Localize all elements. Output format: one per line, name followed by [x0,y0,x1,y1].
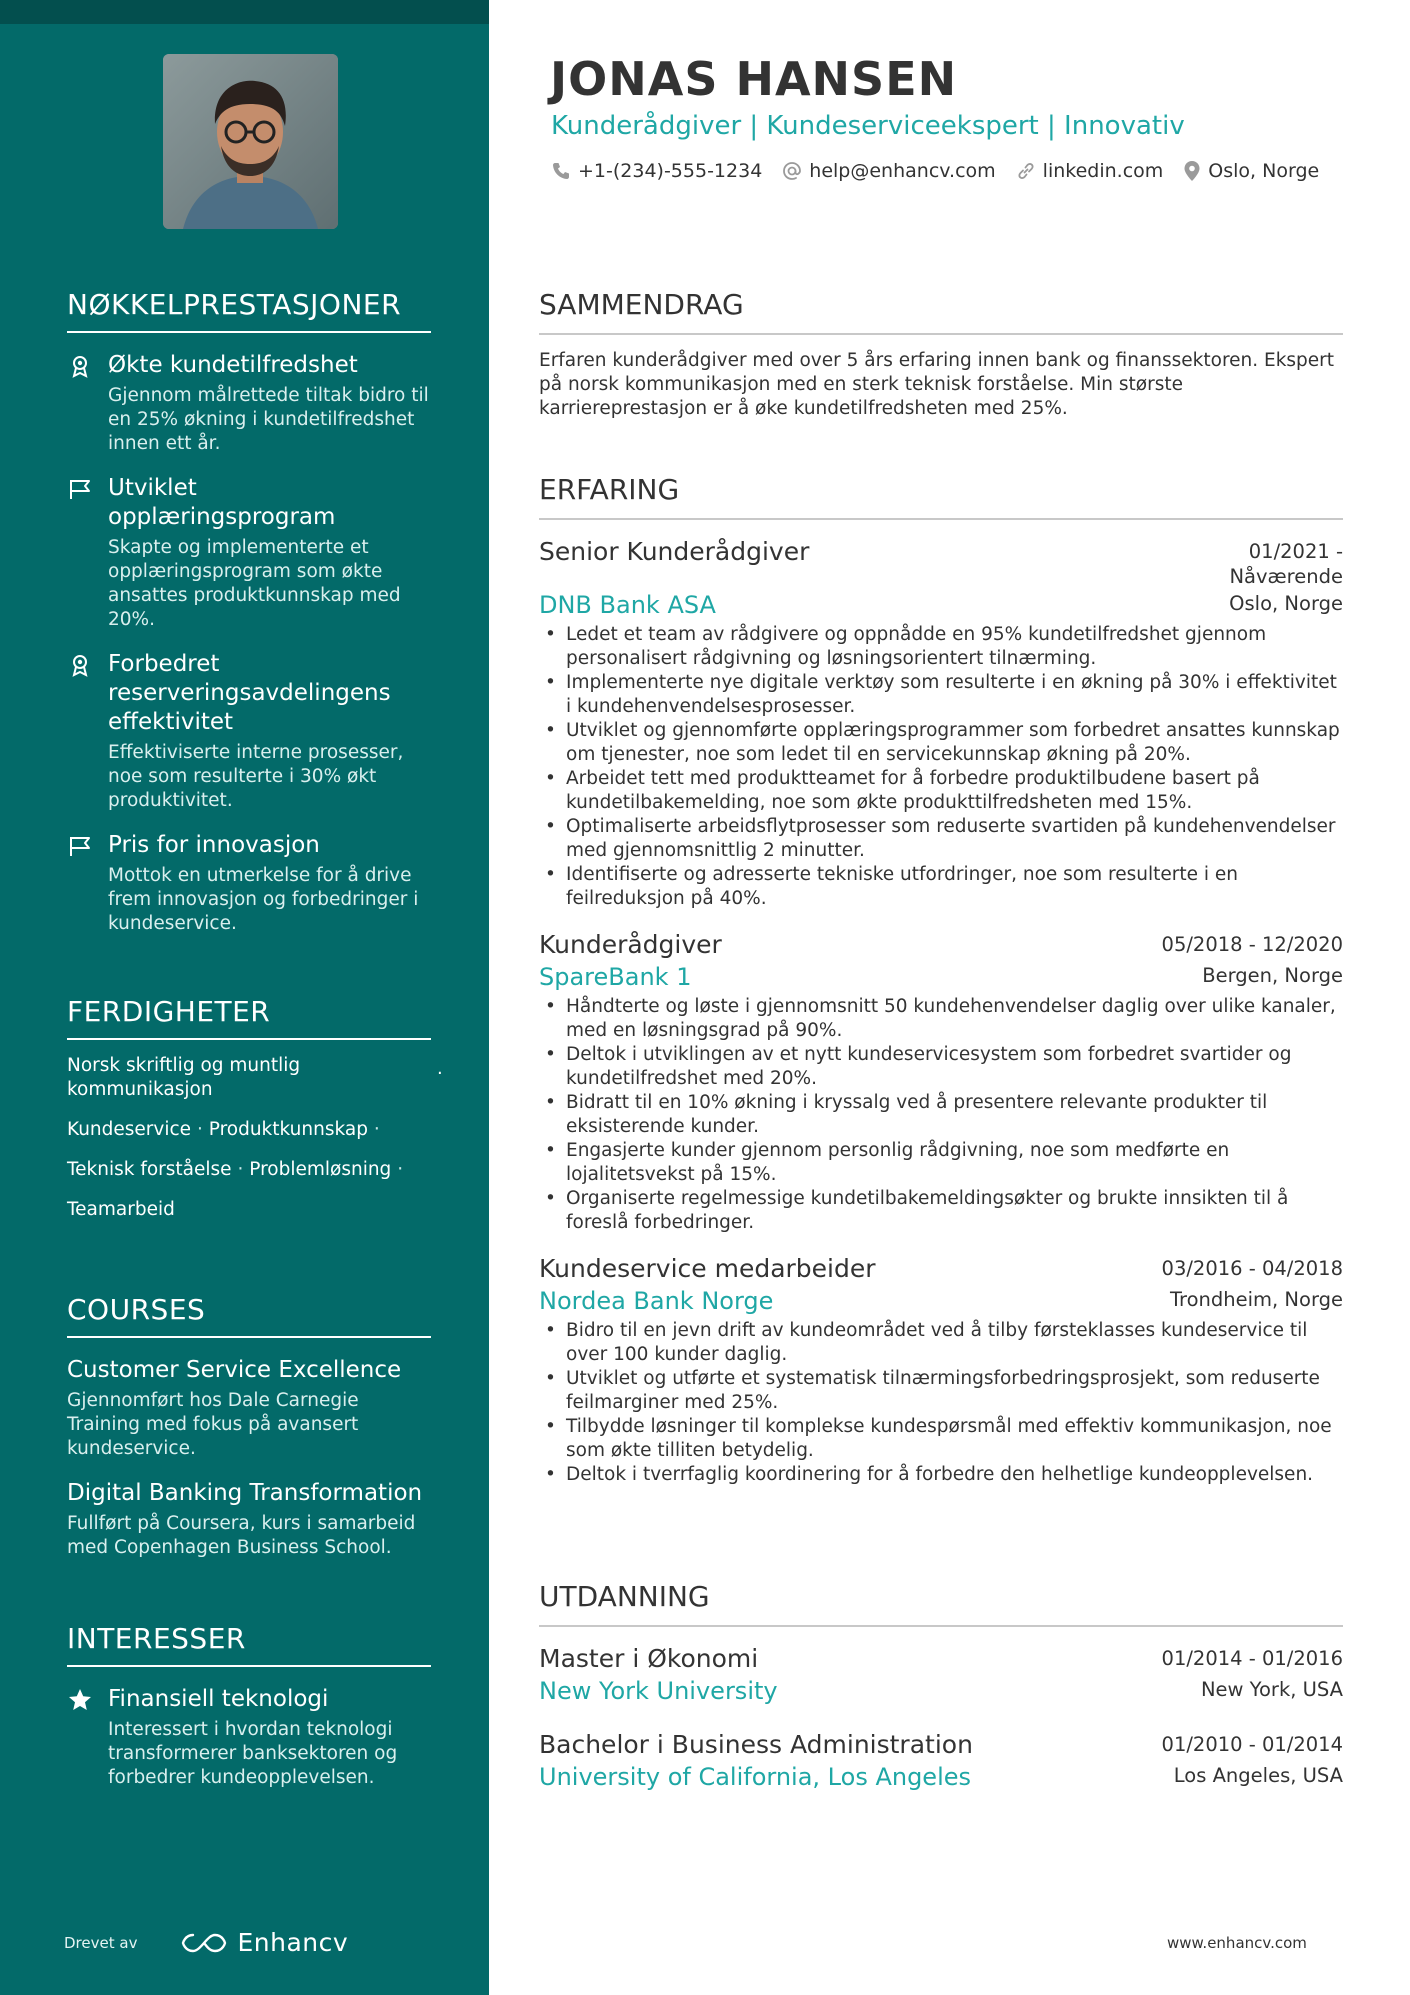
powered-by [64,1928,348,1957]
skill-separator: · [237,1159,244,1180]
job-bullet: • Utviklet og utførte et systematisk tilnærmingsforbedringsprosjekt, som reduserte feilmarginer med 25%. [539,1367,1343,1415]
job-bullet: • Tilbydde løsninger til komplekse kundespørsmål med effektiv kommunikasjon, noe som økte tilliten betydelig. [539,1415,1343,1463]
award-icon [67,353,93,379]
skill-separator: · [373,1119,380,1140]
course-title: Digital Banking Transformation [67,1480,423,1506]
website-link[interactable]: www.enhancv.com [1167,1934,1307,1952]
courses-title: COURSES [67,1293,431,1338]
candidate-headline: Kunderådgiver | Kundeserviceekspert | Innovativ [551,111,1185,141]
course-item [67,1479,431,1560]
contact-email[interactable] [782,160,995,182]
job-bullet: • Deltok i utviklingen av et nytt kundeservicesystem som forbedret svartider og kundetilfredshet med 20%. [539,1043,1343,1091]
achievement-desc: Gjennom målrettede tiltak bidro til en 25% økning i kundetilfredshet innen ett år. [108,385,429,454]
achievement-desc: Skapte og implementerte et opplæringsprogram som økte ansattes produktkunnskap med 20%. [108,537,401,630]
job-bullet: • Engasjerte kunder gjennom personlig rådgivning, noe som medførte en lojalitetsvekst på 15%. [539,1139,1343,1187]
achievement-item [67,831,431,936]
job-entry [539,536,1343,911]
skill-row [67,1118,431,1142]
course-item [67,1356,431,1461]
skill-item: Produktkunnskap [208,1119,368,1140]
sidebar-top-strip [0,0,489,24]
job-bullet: • Bidro til en jevn drift av kundeområdet ved å tilby førsteklasses kundeservice til over 100 kunder daglig. [539,1319,1343,1367]
job-title: Kundeservice medarbeider [539,1254,876,1283]
link-icon [1016,161,1036,181]
skill-row [67,1054,443,1102]
interest-item [67,1685,431,1790]
education-school: University of California, Los Angeles [539,1763,972,1791]
job-entry [539,1253,1343,1487]
enhancv-logo[interactable] [181,1928,348,1957]
course-desc: Fullført på Coursera, kurs i samarbeid med Copenhagen Business School. [67,1513,416,1558]
achievement-title: Økte kundetilfredshet [108,352,358,378]
sidebar [0,0,489,1995]
job-bullet: • Utviklet og gjennomførte opplæringsprogrammer som forbedret ansattes kunnskap om tjenester, noe som ledet til en servicekunnskap økning på 20%. [539,719,1343,767]
education-section [539,1580,1343,1793]
flag-icon [67,476,93,502]
star-icon [67,1687,93,1713]
enhancv-brand-name: Enhancv [237,1928,349,1957]
skill-item: Norsk skriftlig og muntlig kommunikasjon [67,1055,301,1100]
education-school: New York University [539,1677,778,1705]
job-bullets [539,1319,1343,1487]
achievement-title: Utviklet opplæringsprogram [108,475,336,530]
summary-title: SAMMENDRAG [539,288,1343,335]
job-bullet: • Bidratt til en 10% økning i kryssalg ved å presentere relevante produkter til eksisterende kunder. [539,1091,1343,1139]
job-bullet: • Implementerte nye digitale verktøy som resulterte i en økning på 30% i effektivitet i kundehenvendelsesprosesser. [539,671,1343,719]
education-entry [539,1729,1343,1793]
job-date-start: 01/2021 - [1248,540,1343,563]
contact-location [1183,160,1319,182]
powered-by-label: Drevet av [64,1933,138,1952]
education-location: New York, USA [1200,1678,1343,1701]
job-title: Kunderådgiver [539,930,722,959]
achievement-item [67,351,431,456]
candidate-name: JONAS HANSEN [550,52,958,106]
experience-section [539,473,1343,1487]
education-date: 01/2014 - 01/2016 [1161,1647,1343,1670]
profile-photo [163,54,338,229]
education-title: UTDANNING [539,1580,1343,1627]
job-location: Bergen, Norge [1202,964,1343,987]
job-bullet: • Optimaliserte arbeidsflytprosesser som reduserte svartiden på kundehenvendelser med gjennomsnittlig 2 minutter. [539,815,1343,863]
achievements-title: NØKKELPRESTASJONER [67,288,431,333]
contact-linkedin[interactable] [1016,160,1164,182]
interests-section [67,1622,431,1790]
job-location: Trondheim, Norge [1169,1288,1343,1311]
skill-row [67,1158,431,1182]
education-date: 01/2010 - 01/2014 [1161,1733,1343,1756]
location-pin-icon [1183,160,1201,182]
job-bullets [539,623,1343,911]
course-desc: Gjennomført hos Dale Carnegie Training med fokus på avansert kundeservice. [67,1390,359,1459]
job-location: Oslo, Norge [1229,592,1343,615]
education-entry [539,1643,1343,1707]
contact-phone[interactable] [551,160,762,182]
achievement-desc: Mottok en utmerkelse for å drive frem innovasjon og forbedringer i kundeservice. [108,865,419,934]
job-bullet: • Ledet et team av rådgivere og oppnådde en 95% kundetilfredshet gjennom personalisert rådgivning og løsningsorientert tilnærming. [539,623,1343,671]
skill-separator: · [397,1159,404,1180]
education-location: Los Angeles, USA [1173,1764,1343,1787]
job-bullets [539,995,1343,1235]
job-entry [539,929,1343,1235]
job-company: SpareBank 1 [539,963,692,991]
job-bullet: • Identifiserte og adresserte tekniske utfordringer, noe som resulterte i en feilreduksjon på 40%. [539,863,1343,911]
job-company: DNB Bank ASA [539,591,716,619]
enhancv-logo-icon [181,1931,227,1955]
at-icon [782,161,802,181]
job-company: Nordea Bank Norge [539,1287,774,1315]
skill-item: Teknisk forståelse [67,1159,232,1180]
job-title: Senior Kunderådgiver [539,537,810,566]
achievement-title: Forbedret reserveringsavdelingens effektivitet [108,651,391,735]
linkedin-text: linkedin.com [1042,160,1164,182]
skill-separator: · [437,1063,443,1084]
job-date: 03/2016 - 04/2018 [1161,1257,1343,1280]
job-bullet: • Organiserte regelmessige kundetilbakemeldingsøkter og brukte innsikten til å foreslå forbedringer. [539,1187,1343,1235]
job-bullet: • Arbeidet tett med produktteamet for å forbedre produktilbudene basert på kundetilbakemelding, noe som økte produkttilfredsheten med 15%. [539,767,1343,815]
skills-list [67,1054,443,1222]
job-bullet: • Deltok i tverrfaglig koordinering for å forbedre den helhetlige kundeopplevelsen. [539,1463,1343,1487]
skill-item: Problemløsning [249,1159,392,1180]
achievement-item [67,650,431,813]
achievement-title: Pris for innovasjon [108,832,320,858]
interests-title: INTERESSER [67,1622,431,1667]
skills-section [67,995,443,1238]
award-icon [67,652,93,678]
summary-section [539,288,1343,421]
experience-title: ERFARING [539,473,1343,520]
skill-separator: · [196,1119,203,1140]
job-date [1229,536,1343,589]
achievement-item [67,474,431,632]
achievements-section [67,288,431,936]
phone-icon [551,161,571,181]
skill-item: Teamarbeid [67,1199,175,1220]
flag-icon [67,833,93,859]
education-degree: Master i Økonomi [539,1644,759,1673]
contact-bar [551,160,1339,182]
achievement-desc: Effektiviserte interne prosesser, noe som resulterte i 30% økt produktivitet. [108,742,404,811]
phone-text: +1-(234)-555-1234 [578,160,763,182]
course-title: Customer Service Excellence [67,1357,402,1383]
job-date: 05/2018 - 12/2020 [1161,933,1343,956]
interest-title: Finansiell teknologi [108,1686,329,1712]
skill-item: Kundeservice [67,1119,192,1140]
education-degree: Bachelor i Business Administration [539,1730,973,1759]
location-text: Oslo, Norge [1208,160,1320,182]
skills-title: FERDIGHETER [67,995,431,1040]
email-text: help@enhancv.com [809,160,996,182]
courses-section [67,1293,431,1560]
interest-desc: Interessert i hvordan teknologi transformerer banksektoren og forbedrer kundeopplevelsen. [108,1719,398,1788]
job-date-end: Nåværende [1229,565,1343,588]
job-bullet: • Håndterte og løste i gjennomsnitt 50 kundehenvendelser daglig over ulike kanaler, med en løsningsgrad på 90%. [539,995,1343,1043]
skill-row [67,1198,431,1222]
summary-text: Erfaren kunderådgiver med over 5 års erfaring innen bank og finanssektoren. Ekspert på norsk kommunikasjon med en sterk teknisk forståelse. Min største karriereprestasjon er å øke kundetilfredsheten med 25%. [539,350,1335,419]
